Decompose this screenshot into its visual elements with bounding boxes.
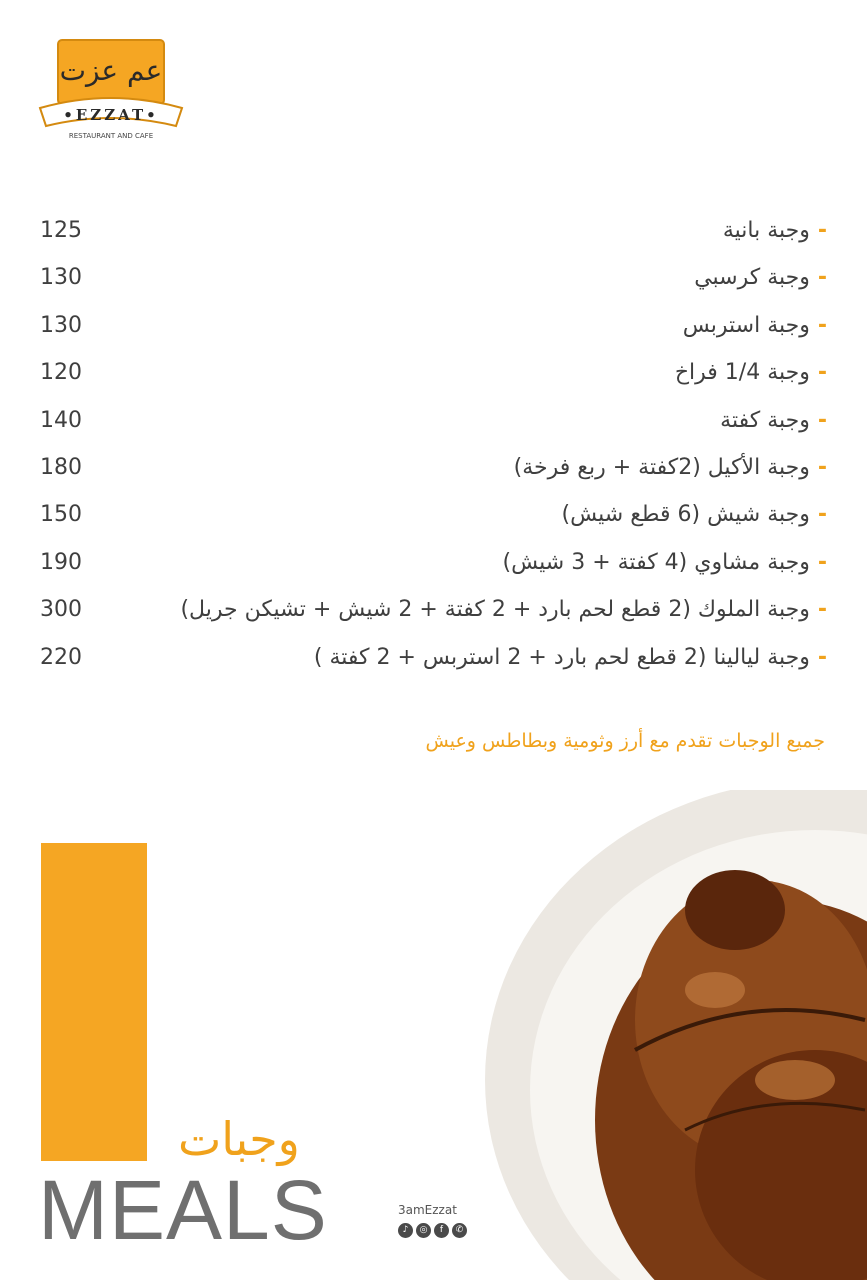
bullet-dash: -	[817, 454, 827, 480]
social-icons	[398, 1223, 467, 1238]
bullet-dash: -	[817, 644, 827, 670]
menu-item-name: وجبة الملوك (2 قطع لحم بارد + 2 كفتة + 2 شيش + تشيكن جريل)	[180, 597, 810, 623]
menu-item	[514, 455, 827, 480]
menu-item-price: 190	[40, 549, 82, 575]
bullet-dash: -	[817, 360, 827, 386]
menu-item	[314, 645, 827, 670]
bullet-dash: -	[817, 407, 827, 433]
menu-item-name: وجبة 1/4 فراخ	[674, 360, 810, 386]
facebook-icon[interactable]: f	[434, 1223, 449, 1238]
menu-item-name: وجبة بانية	[722, 218, 810, 243]
bullet-dash: -	[817, 218, 827, 243]
meals-menu-list	[0, 212, 867, 686]
menu-item-price: 300	[40, 597, 82, 623]
menu-row	[0, 449, 867, 496]
section-title-english: MEALS	[38, 1163, 328, 1257]
menu-item-price: 130	[40, 265, 82, 291]
ezzat-logo	[38, 36, 184, 144]
menu-item-name: وجبة استربس	[682, 312, 810, 338]
menu-row	[0, 544, 867, 591]
menu-item	[683, 313, 827, 338]
menu-row	[0, 591, 867, 638]
menu-item-name: وجبة كرسبي	[694, 265, 810, 291]
svg-text:RESTAURANT AND CAFE: RESTAURANT AND CAFE	[68, 132, 154, 140]
meals-served-with-note: جميع الوجبات تقدم مع أرز وثومية وبطاطس وعيش	[425, 730, 825, 752]
bullet-dash: -	[817, 502, 827, 528]
menu-item-price: 125	[40, 218, 82, 243]
social-handle: 3amEzzat	[398, 1203, 457, 1217]
tiktok-icon[interactable]: ♪	[398, 1223, 413, 1238]
section-title-arabic: وجبات	[178, 1112, 300, 1166]
whatsapp-icon[interactable]: ✆	[452, 1223, 467, 1238]
roast-chicken-plate-image	[485, 790, 867, 1280]
menu-item-price: 180	[40, 454, 82, 480]
menu-item-price: 220	[40, 644, 82, 670]
menu-item-name: وجبة الأكيل (2كفتة + ربع فرخة)	[513, 454, 810, 480]
menu-item	[675, 360, 827, 385]
menu-item-price: 130	[40, 312, 82, 338]
bullet-dash: -	[817, 597, 827, 623]
bullet-dash: -	[817, 265, 827, 291]
menu-item-price: 120	[40, 360, 82, 386]
menu-item-price: 150	[40, 502, 82, 528]
logo-ezzat-lettering: •EZZAT•	[63, 106, 159, 124]
menu-row	[0, 496, 867, 543]
menu-row	[0, 354, 867, 401]
menu-item-name: وجبة كفتة	[720, 407, 810, 433]
menu-item-name: وجبة ليالينا (2 قطع لحم بارد + 2 استربس + 2 كفتة )	[313, 644, 810, 670]
bullet-dash: -	[817, 312, 827, 338]
menu-item	[723, 218, 827, 243]
orange-accent-bar	[41, 843, 147, 1161]
instagram-icon[interactable]: ◎	[416, 1223, 431, 1238]
menu-item-name: وجبة شيش (6 قطع شيش)	[561, 502, 810, 528]
menu-item	[562, 502, 827, 527]
menu-row	[0, 212, 867, 259]
menu-item	[720, 408, 827, 433]
menu-row	[0, 402, 867, 449]
menu-row	[0, 307, 867, 354]
menu-row	[0, 259, 867, 306]
menu-item-name: وجبة مشاوي (4 كفتة + 3 شيش)	[502, 549, 810, 575]
menu-item	[694, 265, 827, 290]
menu-item-price: 140	[40, 407, 82, 433]
menu-row	[0, 639, 867, 686]
bullet-dash: -	[817, 549, 827, 575]
logo-arabic-lettering: عم عزت	[59, 54, 163, 87]
menu-item	[180, 597, 827, 622]
menu-item	[503, 550, 827, 575]
